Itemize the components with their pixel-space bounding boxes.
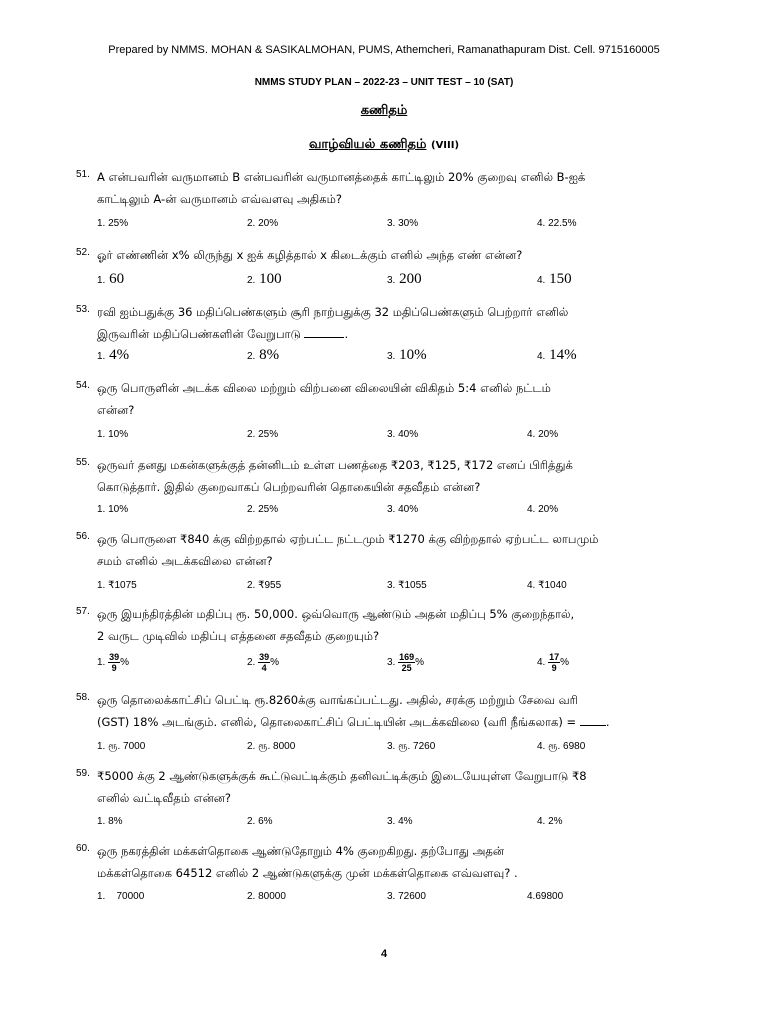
question-line-with-blank: (GST) 18% அடங்கும். எனில், தொலைகாட்சிப் பெட்டியின் அடக்கவிலை (வரி நீங்கலாக) = . xyxy=(97,715,610,729)
option: 3. ₹1055 xyxy=(387,580,427,591)
numerator: 169 xyxy=(399,652,415,662)
option: 2. 25% xyxy=(247,429,279,440)
option-number: 3. xyxy=(387,351,396,362)
question-line: ஒரு பொருளின் அடக்க விலை மற்றும் விற்பனை விலையின் விகிதம் 5:4 எனில் நட்டம் xyxy=(97,381,551,395)
option-number: 2. xyxy=(247,351,256,362)
option: 1. ரூ. 7000 xyxy=(97,741,146,752)
question-line: சமம் எனில் அடக்கவிலை என்ன? xyxy=(97,554,273,568)
option xyxy=(537,271,572,288)
option: 3. 40% xyxy=(387,504,419,515)
option: 3. 40% xyxy=(387,429,419,440)
answer-blank xyxy=(304,337,344,338)
option-value: 200 xyxy=(399,271,422,287)
question-line: காட்டிலும் A-ன் வருமானம் எவ்வளவு அதிகம்? xyxy=(97,192,342,206)
option: 4. 20% xyxy=(527,504,559,515)
option: 1. 8% xyxy=(97,816,123,827)
question-text xyxy=(97,603,687,647)
question-line: ரவி ஐம்பதுக்கு 36 மதிப்பெண்களும் சூரி நாற்பதுக்கு 32 மதிப்பெண்களும் பெற்றார் எனில் xyxy=(97,305,569,319)
option: 4. 20% xyxy=(527,429,559,440)
question-line: ஓர் எண்ணின் x% லிருந்து x ஐக் கழித்தால் x கிடைக்கும் எனில் அந்த எண் என்ன? xyxy=(97,248,523,262)
percent-sign: % xyxy=(120,657,130,669)
option xyxy=(247,271,282,288)
option: 2. 80000 xyxy=(247,891,286,902)
option xyxy=(247,347,279,364)
question-text xyxy=(97,244,687,266)
question-line: 2 வருட முடிவில் மதிப்பு எத்தனை சதவீதம் குறையும்? xyxy=(97,629,380,643)
option: 1. 10% xyxy=(97,429,129,440)
option xyxy=(97,347,129,364)
option: 3. 72600 xyxy=(387,891,426,902)
topic-class: (VIII) xyxy=(431,140,460,151)
question-line: ஒருவர் தனது மகன்களுக்குத் தன்னிடம் உள்ள பணத்தை ₹203, ₹125, ₹172 எனப் பிரித்துக் xyxy=(97,458,573,472)
question-line: ஒரு நகரத்தின் மக்கள்தொகை ஆண்டுதோறும் 4% குறைகிறது. தற்போது அதன் xyxy=(97,844,505,858)
option: 2. 25% xyxy=(247,504,279,515)
question-line: ஒரு இயந்திரத்தின் மதிப்பு ரூ. 50,000. ஒவ்வொரு ஆண்டும் அதன் மதிப்பு 5% குறைந்தால், xyxy=(97,607,575,621)
option: 4. 2% xyxy=(537,816,563,827)
question-number: 60. xyxy=(76,843,90,854)
question-text xyxy=(97,454,687,498)
question-line: கொடுத்தார். இதில் குறைவாகப் பெற்றவரின் தொகையின் சதவீதம் என்ன? xyxy=(97,480,481,494)
option: 3. ரூ. 7260 xyxy=(387,741,436,752)
option-number: 2. xyxy=(247,657,256,669)
option xyxy=(537,652,569,673)
question-line: ஒரு தொலைக்காட்சிப் பெட்டி ரூ.8260க்கு வாங்கப்பட்டது. அதில், சரக்கு மற்றும் சேவை வரி xyxy=(97,693,578,707)
fraction xyxy=(398,652,415,673)
option-value: 8% xyxy=(259,347,280,363)
question-number: 51. xyxy=(76,169,90,180)
question-number: 57. xyxy=(76,606,90,617)
question-number: 54. xyxy=(76,380,90,391)
option-value: 4% xyxy=(109,347,130,363)
option-number: 1. xyxy=(97,275,106,286)
option-number: 4. xyxy=(537,351,546,362)
option: 4. ₹1040 xyxy=(527,580,567,591)
answer-blank xyxy=(580,725,606,726)
percent-sign: % xyxy=(415,657,425,669)
question-text xyxy=(97,689,687,733)
option: 1. 10% xyxy=(97,504,129,515)
option: 2. 6% xyxy=(247,816,273,827)
percent-sign: % xyxy=(560,657,570,669)
option-value: 14% xyxy=(549,347,577,363)
question-number: 58. xyxy=(76,692,90,703)
percent-sign: % xyxy=(270,657,280,669)
denominator: 9 xyxy=(111,663,117,673)
option: 4.69800 xyxy=(527,891,564,902)
topic-title xyxy=(0,137,768,153)
option-value: 60 xyxy=(109,271,125,287)
option-value: 150 xyxy=(549,271,572,287)
option: 4. ரூ. 6980 xyxy=(537,741,586,752)
question-line: இருவரின் மதிப்பெண்களின் வேறுபாடு xyxy=(97,327,301,341)
option: 1. 70000 xyxy=(97,891,145,902)
question-text xyxy=(97,166,687,210)
question-number: 56. xyxy=(76,531,90,542)
question-line: (GST) 18% அடங்கும். எனில், தொலைகாட்சிப் பெட்டியின் அடக்கவிலை (வரி நீங்கலாக) = xyxy=(97,715,577,729)
page-number: 4 xyxy=(380,948,388,960)
question-number: 53. xyxy=(76,304,90,315)
question-number: 52. xyxy=(76,247,90,258)
option xyxy=(247,652,279,673)
question-number: 59. xyxy=(76,768,90,779)
question-line: மக்கள்தொகை 64512 எனில் 2 ஆண்டுகளுக்கு முன் மக்கள்தொகை எவ்வளவு? . xyxy=(97,866,518,880)
option xyxy=(97,652,129,673)
option xyxy=(387,347,427,364)
question-text xyxy=(97,528,687,572)
fraction xyxy=(108,652,120,673)
option: 2. ₹955 xyxy=(247,580,282,591)
option: 1. 25% xyxy=(97,218,129,229)
question-line: எனில் வட்டிவீதம் என்ன? xyxy=(97,791,232,805)
question-number: 55. xyxy=(76,457,90,468)
option-number: 1. xyxy=(97,351,106,362)
denominator: 9 xyxy=(551,663,557,673)
question-line: A என்பவரின் வருமானம் B என்பவரின் வருமானத்தைக் காட்டிலும் 20% குறைவு எனில் B-ஐக் xyxy=(97,170,586,184)
question-line: ஒரு பொருளை ₹840 க்கு விற்றதால் ஏற்பட்ட நட்டமும் ₹1270 க்கு விற்றதால் ஏற்பட்ட லாபமும் xyxy=(97,532,599,546)
denominator: 4 xyxy=(261,663,267,673)
option-number: 4. xyxy=(537,275,546,286)
question-line: என்ன? xyxy=(97,403,135,417)
option: 4. 22.5% xyxy=(537,218,577,229)
question-text xyxy=(97,377,687,421)
option: 1. ₹1075 xyxy=(97,580,137,591)
subject-title: கணிதம் xyxy=(360,103,408,118)
question-text xyxy=(97,301,687,345)
question-text xyxy=(97,765,687,809)
topic-main: வாழ்வியல் கணிதம் xyxy=(308,137,427,152)
option-number: 1. xyxy=(97,657,106,669)
question-text xyxy=(97,840,687,884)
question-line-with-blank: இருவரின் மதிப்பெண்களின் வேறுபாடு . xyxy=(97,327,349,341)
denominator: 25 xyxy=(401,663,412,673)
option-value: 100 xyxy=(259,271,282,287)
numerator: 39 xyxy=(109,652,120,662)
option: 2. 20% xyxy=(247,218,279,229)
study-plan-title: NMMS STUDY PLAN – 2022-23 – UNIT TEST – 10 (SAT) xyxy=(254,77,514,88)
option-number: 2. xyxy=(247,275,256,286)
option xyxy=(387,652,424,673)
option-number: 4. xyxy=(537,657,546,669)
page-header: Prepared by NMMS. MOHAN & SASIKALMOHAN, PUMS, Athemcheri, Ramanathapuram Dist. Cell. 9715160005 xyxy=(108,44,660,56)
option-number: 3. xyxy=(387,275,396,286)
numerator: 17 xyxy=(549,652,560,662)
option xyxy=(97,271,124,288)
fraction xyxy=(258,652,270,673)
option: 2. ரூ. 8000 xyxy=(247,741,296,752)
option xyxy=(537,347,577,364)
option-number: 3. xyxy=(387,657,396,669)
numerator: 39 xyxy=(259,652,270,662)
option: 3. 30% xyxy=(387,218,419,229)
option: 3. 4% xyxy=(387,816,413,827)
question-line: ₹5000 க்கு 2 ஆண்டுகளுக்குக் கூட்டுவட்டிக்கும் தனிவட்டிக்கும் இடையேயுள்ள வேறுபாடு ₹8 xyxy=(97,769,587,783)
fraction xyxy=(548,652,560,673)
option-value: 10% xyxy=(399,347,427,363)
option xyxy=(387,271,422,288)
